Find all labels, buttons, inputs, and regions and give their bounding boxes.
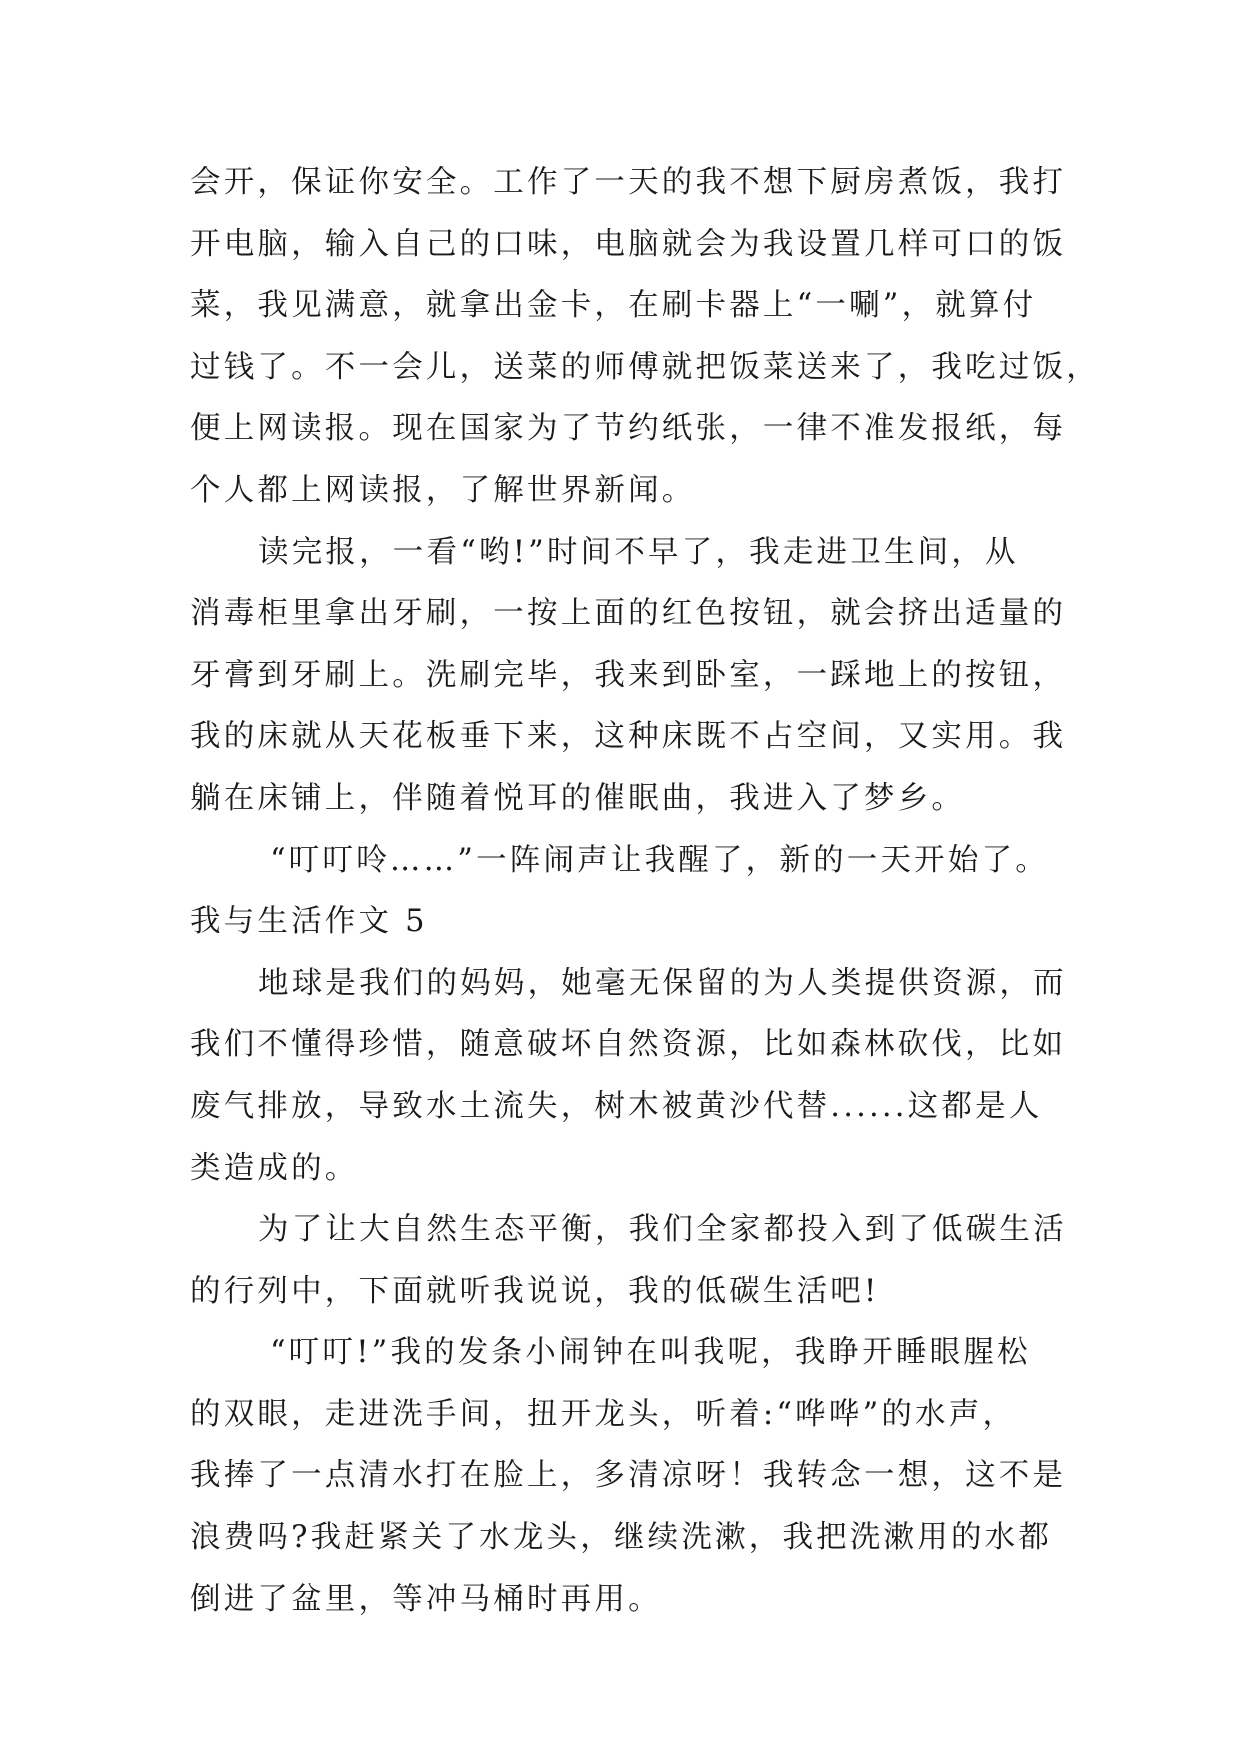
document-body	[190, 152, 1100, 1630]
text-line: 类造成的。	[190, 1150, 359, 1186]
text-line: 废气排放，导致水土流失，树木被黄沙代替......这都是人	[190, 1088, 1043, 1124]
text-line: 我的床就从天花板垂下来，这种床既不占空间，又实用。我	[190, 719, 1067, 755]
text-line: 我们不懂得珍惜，随意破坏自然资源，比如森林砍伐，比如	[190, 1027, 1067, 1063]
text-line: 倒进了盆里，等冲马桶时再用。	[190, 1581, 662, 1617]
text-line: 我捧了一点清水打在脸上，多清凉呀！我转念一想，这不是	[190, 1458, 1067, 1494]
text-line: 牙膏到牙刷上。洗刷完毕，我来到卧室，一踩地上的按钮，	[190, 657, 1067, 693]
text-line: 浪费吗?我赶紧关了水龙头，继续洗漱，我把洗漱用的水都	[190, 1520, 1053, 1556]
paragraph-start-line: 为了让大自然生态平衡，我们全家都投入到了低碳生活	[258, 1212, 1067, 1248]
text-line: 会开，保证你安全。工作了一天的我不想下厨房煮饭，我打	[190, 165, 1067, 200]
text-line: 便上网读报。现在国家为了节约纸张，一律不准发报纸，每	[190, 411, 1067, 447]
text-line: 的行列中，下面就听我说说，我的低碳生活吧!	[190, 1273, 880, 1309]
text-line: 的双眼，走进洗手间，扭开龙头，听着:“哗哗”的水声，	[190, 1396, 1017, 1432]
text-line: 躺在床铺上，伴随着悦耳的催眠曲，我进入了梦乡。	[190, 780, 966, 816]
text-line: 菜，我见满意，就拿出金卡，在刷卡器上“一唰”，就算付	[190, 288, 1037, 324]
text-line: 消毒柜里拿出牙刷，一按上面的红色按钮，就会挤出适量的	[190, 596, 1067, 632]
paragraph-start-line: “叮叮!”我的发条小闹钟在叫我呢，我睁开睡眼腥松	[270, 1335, 1031, 1371]
paragraph-start-line: 地球是我们的妈妈，她毫无保留的为人类提供资源，而	[258, 965, 1067, 1001]
section-heading: 我与生活作文 5	[190, 904, 428, 940]
paragraph-start-line: 读完报，一看“哟!”时间不早了，我走进卫生间，从	[258, 534, 1019, 570]
text-line: 开电脑，输入自己的口味，电脑就会为我设置几样可口的饭	[190, 226, 1067, 262]
paragraph-start-line: “叮叮呤……”一阵闹声让我醒了，新的一天开始了。	[270, 842, 1049, 878]
text-line: 过钱了。不一会儿，送菜的师傅就把饭菜送来了，我吃过饭，	[190, 349, 1100, 385]
text-line: 个人都上网读报，了解世界新闻。	[190, 472, 696, 508]
